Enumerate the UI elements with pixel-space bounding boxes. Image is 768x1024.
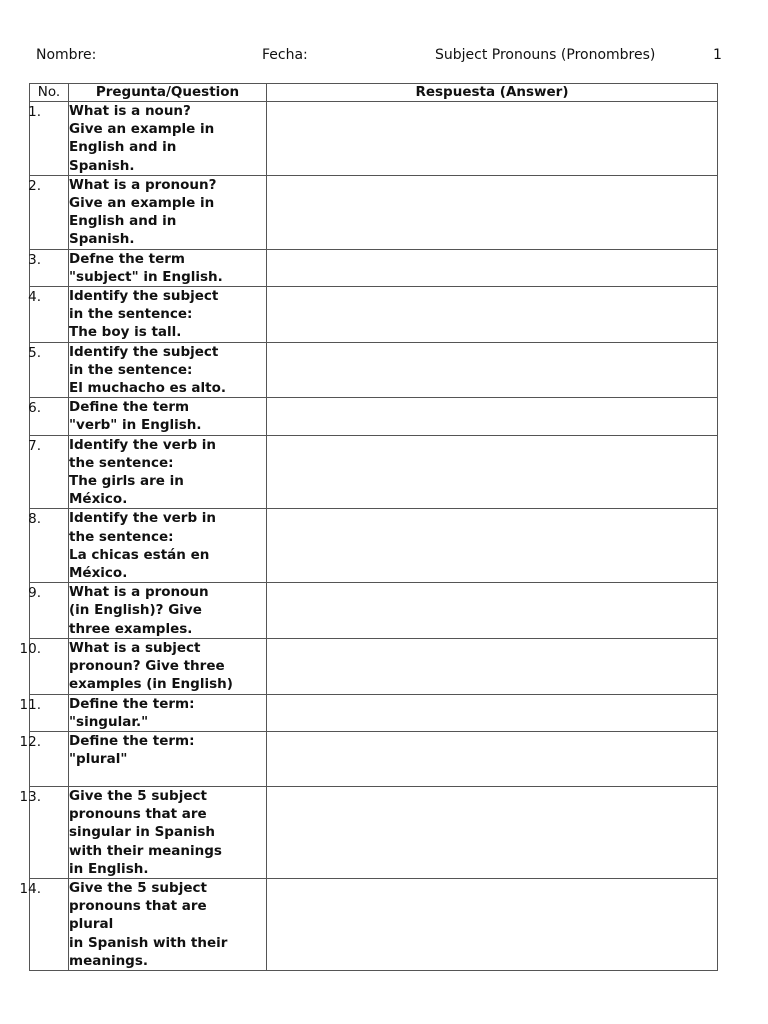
table-row <box>30 102 718 176</box>
worksheet-title: Subject Pronouns (Pronombres) <box>435 47 656 63</box>
table-row <box>30 638 718 694</box>
question-cell: Identify the verb in the sentence: The girls are in México. <box>69 435 267 509</box>
question-cell: Define the term: "singular." <box>69 694 267 731</box>
row-number: 7. <box>28 437 41 454</box>
question-cell: What is a pronoun (in English)? Give three examples. <box>69 583 267 639</box>
table-row <box>30 342 718 398</box>
row-number-cell <box>19 786 69 878</box>
answer-cell[interactable] <box>267 694 718 731</box>
question-cell: What is a pronoun? Give an example in English and in Spanish. <box>69 175 267 249</box>
table-row <box>30 694 718 731</box>
row-number-cell <box>19 878 69 970</box>
column-header-number: No. <box>30 84 69 102</box>
question-cell: Give the 5 subject pronouns that are singular in Spanish with their meanings in English. <box>69 786 267 878</box>
table-row <box>30 786 718 878</box>
nombre-label: Nombre: <box>36 47 97 63</box>
table-row <box>30 398 718 435</box>
question-table <box>19 83 718 971</box>
table-row <box>30 731 718 786</box>
question-cell: Define the term "verb" in English. <box>69 398 267 435</box>
answer-cell[interactable] <box>267 287 718 343</box>
question-cell: Define the term: "plural" <box>69 731 267 786</box>
table-row <box>30 435 718 509</box>
row-number-cell <box>30 249 69 286</box>
row-number: 12. <box>19 733 41 750</box>
table-row <box>30 583 718 639</box>
table-row <box>30 249 718 286</box>
question-cell: Identify the subject in the sentence: The boy is tall. <box>69 287 267 343</box>
answer-cell[interactable] <box>267 731 718 786</box>
answer-cell[interactable] <box>267 509 718 583</box>
row-number-cell <box>30 398 69 435</box>
answer-cell[interactable] <box>267 583 718 639</box>
question-cell: What is a noun? Give an example in English and in Spanish. <box>69 102 267 176</box>
table-header-row <box>30 84 718 102</box>
row-number: 4. <box>28 289 41 306</box>
row-number: 1. <box>28 104 41 120</box>
row-number: 13. <box>19 788 41 805</box>
question-cell: What is a subject pronoun? Give three examples (in English) <box>69 638 267 694</box>
row-number: 2. <box>28 177 41 194</box>
column-header-question: Pregunta/Question <box>69 84 267 102</box>
question-cell: Identify the subject in the sentence: El muchacho es alto. <box>69 342 267 398</box>
answer-cell[interactable] <box>267 435 718 509</box>
answer-cell[interactable] <box>267 249 718 286</box>
fecha-label: Fecha: <box>262 47 308 63</box>
row-number: 6. <box>28 400 41 417</box>
row-number-cell <box>30 509 69 583</box>
row-number: 11. <box>19 696 41 713</box>
row-number-cell <box>30 102 69 176</box>
table-row <box>30 287 718 343</box>
table-row <box>30 175 718 249</box>
column-header-answer: Respuesta (Answer) <box>267 84 718 102</box>
row-number-cell <box>30 435 69 509</box>
answer-cell[interactable] <box>267 175 718 249</box>
table-row <box>30 509 718 583</box>
row-number-cell <box>30 583 69 639</box>
question-cell: Give the 5 subject pronouns that are plural in Spanish with their meanings. <box>69 878 267 970</box>
row-number-cell <box>19 638 69 694</box>
row-number-cell <box>19 694 69 731</box>
row-number: 14. <box>19 880 41 897</box>
row-number: 8. <box>28 511 41 528</box>
row-number: 3. <box>28 251 41 268</box>
answer-cell[interactable] <box>267 786 718 878</box>
table-row <box>30 878 718 970</box>
row-number-cell <box>19 731 69 786</box>
row-number: 10. <box>19 640 41 657</box>
answer-cell[interactable] <box>267 102 718 176</box>
row-number: 9. <box>28 585 41 602</box>
page-number: 1 <box>713 47 722 63</box>
row-number-cell <box>30 175 69 249</box>
answer-cell[interactable] <box>267 878 718 970</box>
row-number-cell <box>30 342 69 398</box>
row-number-cell <box>30 287 69 343</box>
question-cell: Defne the term "subject" in English. <box>69 249 267 286</box>
row-number: 5. <box>28 344 41 361</box>
answer-cell[interactable] <box>267 342 718 398</box>
answer-cell[interactable] <box>267 398 718 435</box>
question-cell: Identify the verb in the sentence: La chicas están en México. <box>69 509 267 583</box>
answer-cell[interactable] <box>267 638 718 694</box>
